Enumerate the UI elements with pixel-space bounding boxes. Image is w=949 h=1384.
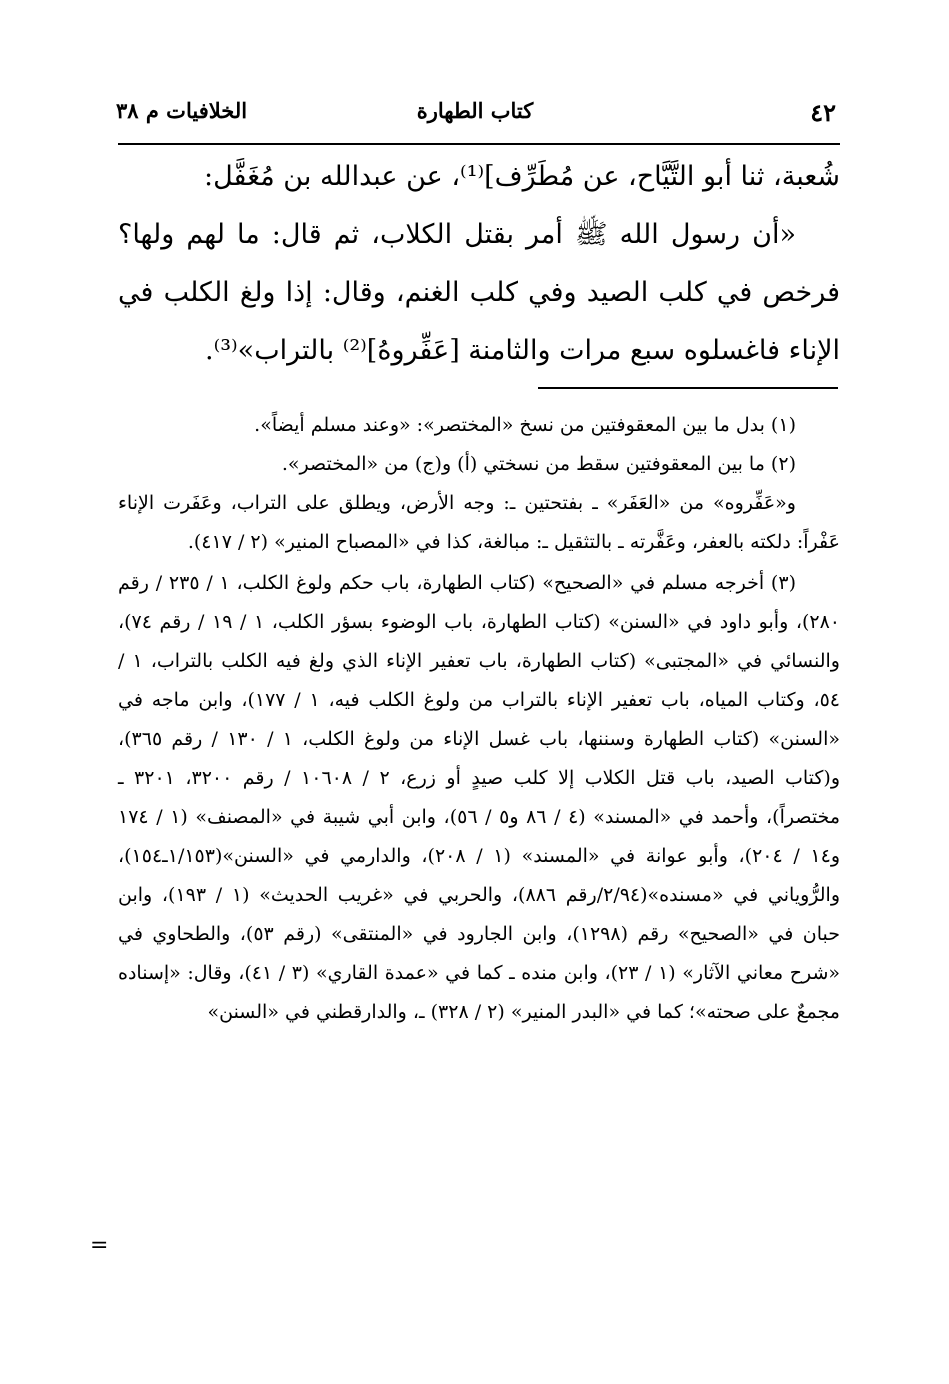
chapter-title: كتاب الطهارة [416, 98, 534, 123]
main-text-line: شُعبة، ثنا أبو التَّيَّاح، عن مُطَرِّف]⁽¹⁾، عن عبدالله بن مُغَفَّل: [204, 161, 840, 192]
running-title: الخلافيات م ٣٨ [116, 98, 248, 123]
footnote-1: (١) بدل ما بين المعقوفتين من نسخ «المختصر»: «وعند مسلم أيضاً». [254, 414, 796, 436]
footnotes [118, 406, 840, 1032]
main-text [118, 148, 840, 380]
footnote-2: (٢) ما بين المعقوفتين سقط من نسختي (أ) و(ج) من «المختصر». [281, 453, 796, 475]
page-number: ٤٢ [810, 98, 836, 127]
continuation-mark: = [90, 1233, 109, 1258]
main-text-paragraph: «أن رسول الله ﷺ أمر بقتل الكلاب، ثم قال: ما لهم ولها؟ فرخص في كلب الصيد وفي كلب الغنم، وقال: إذا ولغ الكلب في الإناء فاغسلوه سبع مرات والثامنة [عَفِّروهُ]⁽²⁾ بالتراب»⁽³⁾. [118, 219, 840, 366]
page-header [110, 96, 840, 136]
header-divider [118, 143, 840, 145]
footnote-2-continuation: و«عَفِّروه» من «العَفَر» ـ بفتحتين ـ: وجه الأرض، ويطلق على التراب، وعَفَرت الإناء عَفْراً: دلكته بالعفر، وعَفَّرته ـ بالتثقيل ـ: مبالغة، كذا في «المصباح المنير» (٢ / ٤١٧). [118, 492, 840, 553]
footnote-divider [538, 387, 838, 389]
footnote-3: (٣) أخرجه مسلم في «الصحيح» (كتاب الطهارة، باب حكم ولوغ الكلب، ١ / ٢٣٥ / رقم ٢٨٠)، وأبو داود في «السنن» (كتاب الطهارة، باب الوضوء بسؤر الكلب، ١ / ١٩ / رقم ٧٤)، والنسائي في «المجتبى» (كتاب الطهارة، باب تعفير الإناء الذي ولغ فيه الكلب بالتراب، ١ / ٥٤، وكتاب المياه، باب تعفير الإناء بالتراب من ولوغ الكلب فيه، ١ / ١٧٧)، وابن ماجه في «السنن» (كتاب الطهارة وسننها، باب غسل الإناء من ولوغ الكلب، ١ / ١٣٠ / رقم ٣٦٥)، و(كتاب الصيد، باب قتل الكلاب إلا كلب صيدٍ أو زرع، ٢ / ١٠٦٠٨ / رقم ٣٢٠٠، ٣٢٠١ ـ مختصراً)، وأحمد في «المسند» (٤ / ٨٦ و٥ / ٥٦)، وابن أبي شيبة في «المصنف» (١ / ١٧٤ و١٤ / ٢٠٤)، وأبو عوانة في «المسند» (١ / ٢٠٨)، والدارمي في «السنن»(١/١٥٣ـ١٥٤)، والرُّوياني في «مسنده»(٢/٩٤/رقم ٨٨٦)، والحربي في «غريب الحديث» (١ / ١٩٣)، وابن حبان في «الصحيح» رقم (١٢٩٨)، وابن الجارود في «المنتقى» (رقم ٥٣)، والطحاوي في «شرح معاني الآثار» (١ / ٢٣)، وابن منده ـ كما في «عمدة القاري» (٣ / ٤١)، وقال: «إسناده مجمعٌ على صحته»؛ كما في «البدر المنير» (٢ / ٣٢٨) ـ، والدارقطني في «السنن» [118, 572, 841, 1023]
